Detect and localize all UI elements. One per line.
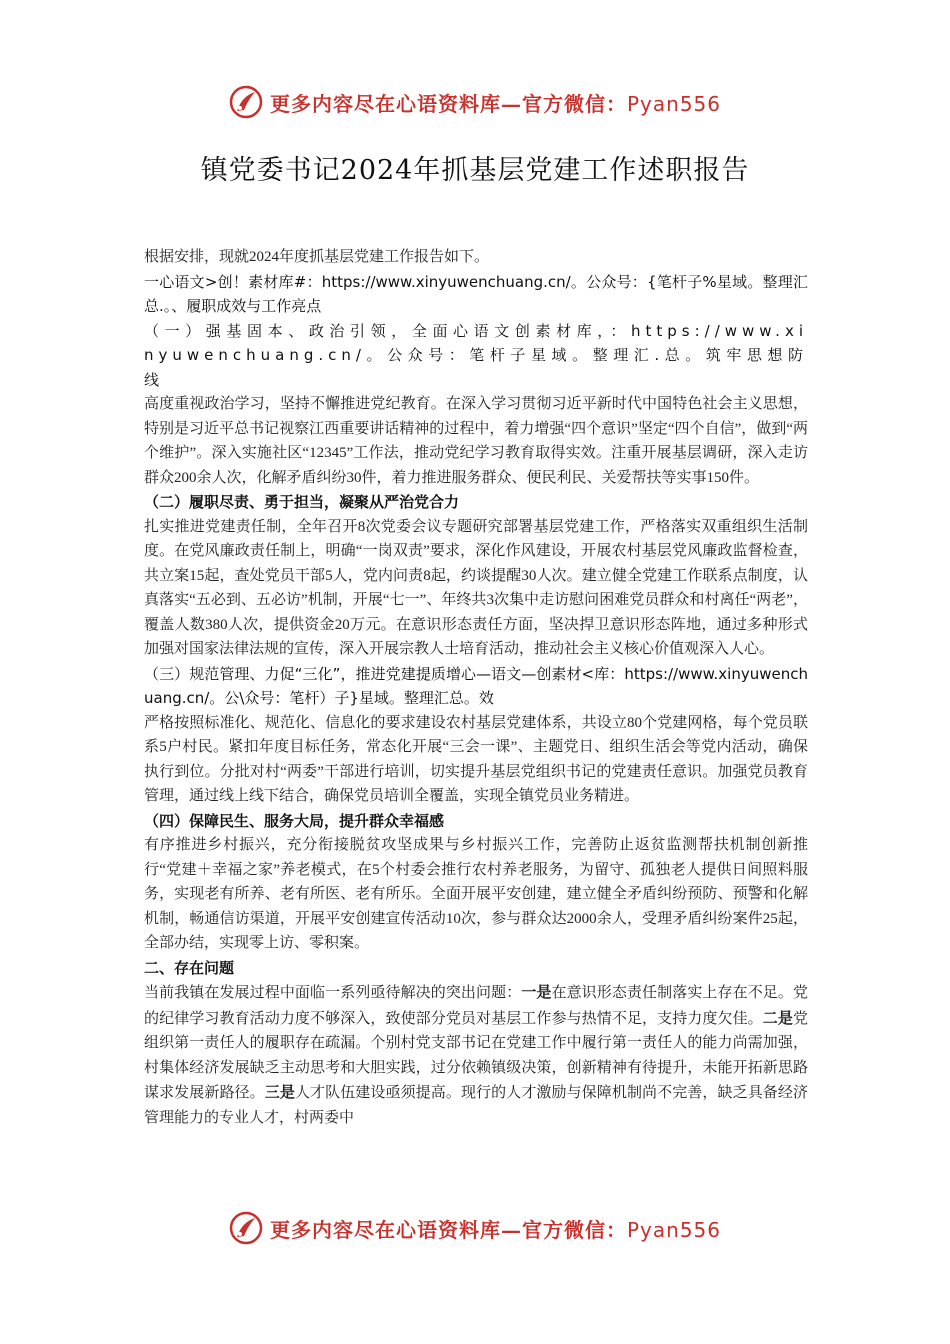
banner-handle: Pyan556 — [627, 1217, 722, 1242]
section-4-heading: （四）保障民生、服务大局，提升群众幸福感 — [144, 811, 445, 830]
section-1-body: 高度重视政治学习，坚持不懈推进党纪教育。在深入学习贯彻习近平新时代中国特色社会主义思想，特别是习近平总书记视察江西重要讲话精神的过程中，着力增强“四个意识”坚定“四个自信”，做到“两个维护”。深入实施社区“12345”工作法，推动党纪学习教育取得实效。注重开展基层调研，深入走访群众200余人次，化解矛盾纠纷30件，着力推进服务群众、便民利民、关爱帮扶等实事150件。 — [144, 396, 808, 486]
section-2-body: 扎实推进党建责任制，全年召开8次党委会议专题研究部署基层党建工作，严格落实双重组织生活制度。在党风廉政责任制上，明确“一岗双责”要求，深化作风建设，开展农村基层党风廉政监督检查，共立案15起，查处党员干部5人，党内问责8起，约谈提醒30人次。建立健全党建工作联系点制度，认真落实“五必到、五必访”机制，开展“七一”、年终共3次集中走访慰问困难党员群众和村离任“两老”，覆盖人数380人次，提供资金20万元。在意识形态责任方面，坚决捍卫意识形态阵地，通过多种形式加强对国家法律法规的宣传，深入开展宗教人士培育活动，推动社会主义核心价值观深入人心。 — [144, 518, 808, 657]
problem-2-text: 党组织第一责任人的履职存在疏漏。个别村党支部书记在党建工作中履行第一责任人的能力尚需加强，村集体经济发展缺乏主动思考和大胆实践，过分依赖镇级决策，创新精神有待提升，未能开拓新思路谋求发展新路径。 — [144, 1010, 808, 1101]
watermark-line: 一心语文>创！素材库#：https://www.xinyuwenchuang.cn/。公众号：{笔杆子%星域。整理汇总.。、履职成效与工作亮点 — [144, 272, 808, 315]
banner-handle: Pyan556 — [627, 91, 722, 116]
section-3-heading: （三）规范管理、力促“三化”，推进党建提质增心—语文—创素材<库：https://www.xinyuwenchuang.cn/。公\众号：笔杆）子}星域。整理汇总。效 — [144, 664, 808, 707]
problem-1-label: 一是 — [521, 983, 552, 1001]
report-body — [144, 245, 808, 1130]
banner-text: 更多内容尽在心语资料库—官方微信：Pyan556 — [270, 91, 722, 116]
page-title: 镇党委书记2024年抓基层党建工作述职报告 — [200, 155, 750, 186]
part-2-heading: 二、存在问题 — [144, 958, 235, 977]
intro-paragraph: 根据安排，现就2024年度抓基层党建工作报告如下。 — [144, 249, 490, 265]
footer-watermark-banner — [228, 1208, 728, 1248]
section-2-heading: （二）履职尽责、勇于担当，凝聚从严治党合力 — [144, 493, 460, 511]
brush-logo-icon — [228, 1210, 264, 1246]
section-3-body: 严格按照标准化、规范化、信息化的要求建设农村基层党建体系，共设立80个党建网格，每个党员联系5户村民。紧扣年度目标任务，常态化开展“三会一课”、主题党日、组织生活会等党内活动，确保执行到位。分批对村“两委”干部进行培训，切实提升基层党组织书记的党建责任意识。加强党员教育管理，通过线上线下结合，确保党员培训全覆盖，实现全镇党员业务精进。 — [144, 714, 808, 804]
brush-logo-icon — [228, 84, 264, 120]
section-4-body: 有序推进乡村振兴，充分衔接脱贫攻坚成果与乡村振兴工作，完善防止返贫监测帮扶机制创新推行“党建＋幸福之家”养老模式，在5个村委会推行农村养老服务，为留守、孤独老人提供日间照料服务，实现老有所养、老有所医、老有所乐。全面开展平安创建，建立健全矛盾纠纷预防、预警和化解机制，畅通信访渠道，开展平安创建宣传活动10次，参与群众达2000余人，受理矛盾纠纷案件25起，全部办结，实现零上访、零积案。 — [144, 837, 808, 951]
header-watermark-banner — [228, 82, 728, 122]
problem-2-label: 二是 — [762, 1008, 793, 1027]
problems-lead: 当前我镇在发展过程中面临一系列亟待解决的突出问题： — [144, 985, 522, 1001]
problem-3-text: 人才队伍建设亟须提高。现行的人才激励与保障机制尚不完善，缺乏具备经济管理能力的专业人才，村两委中 — [144, 1085, 808, 1126]
section-1-heading: （一）强基固本、政治引领，全面心语文创素材库，：https://www.xinyuwenchuang.cn/。公众号：笔杆子星域。整理汇.总。筑牢思想防线 — [144, 321, 808, 389]
banner-text: 更多内容尽在心语资料库—官方微信：Pyan556 — [270, 1217, 722, 1242]
problem-3-label: 三是 — [264, 1083, 295, 1101]
part-2-body — [144, 980, 808, 1130]
problem-1-text: 在意识形态责任制落实上存在不足。党的纪律学习教育活动力度不够深入，致使部分党员对基层工作参与热情不足，支持力度欠佳。 — [144, 985, 808, 1027]
